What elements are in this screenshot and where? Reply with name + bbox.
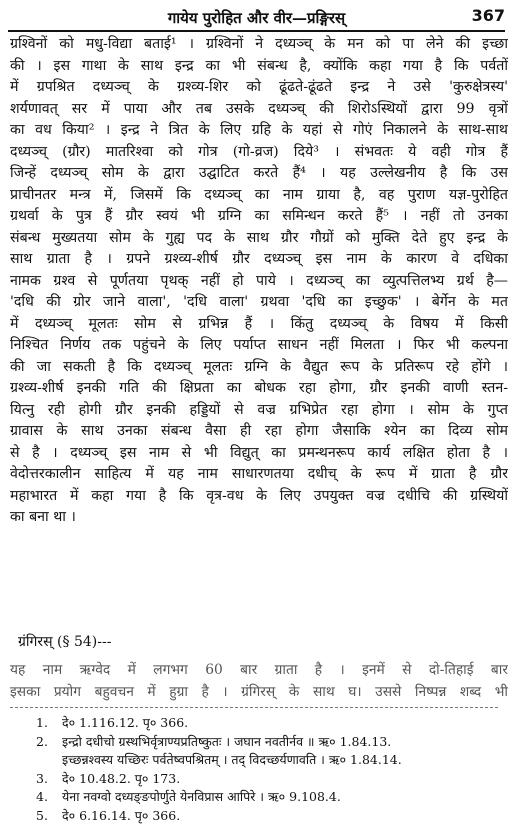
footnote-number (36, 751, 62, 770)
text-line: यह नाम ऋग्वेद में लगभग 60 बार ग्राता है । इनमें से दो-तिहाई बार (10, 662, 508, 678)
section-heading: ग्रंगिरस् (§ 54)--- (18, 634, 112, 650)
footnote-text: दे० 1.116.12. पृ० 366. (62, 715, 189, 730)
text-line: प्राचीनतर मन्त्र में, जिसमें कि दध्यञ्च् का नाम ग्राया है, वह पुराण यज्ञ-पुरोहित (10, 186, 508, 203)
footnotes (36, 714, 506, 825)
footnote (36, 788, 506, 807)
footnote-text: येना नवग्वो दध्यङ्ङपोर्णुते येनविप्रास आपिरे । ऋ० 9.108.4. (62, 789, 341, 804)
text-line: की जा सकती है कि दध्यञ्च् मूलतः ग्रग्नि के वैद्युत रूप के प्रतिरूप रहे होंगे । (10, 358, 508, 375)
footnote-text: इच्छन्नश्वस्य यच्छिरः पर्वतेष्वपश्रितम् । तद् विदच्छर्यणावति । ऋ० 1.84.14. (62, 752, 402, 767)
main-paragraph (10, 34, 508, 529)
text-line: दध्यञ्च् (ग्रौर) मातरिश्वा को गोत्र (गो-व्रज) दिये³ । संभवतः ये वही गोत्र हैं (10, 143, 508, 160)
text-line: नामक ग्रश्व से पूर्णतया पृथक् नहीं हो पाये । दध्यञ्च् का व्युत्पत्तिलभ्य ग्रर्थ है— (10, 272, 508, 289)
footnote-number: 2. (36, 733, 48, 749)
text-line: वेदोत्तरकालीन साहित्य में यह नाम साधारणतया दधीच् के रूप में ग्राता है ग्रौर (10, 466, 508, 482)
text-line: 'दधि की ग्रोर जाने वाला', 'दधि वाला' ग्रथवा 'दधि का इच्छुक' । बेर्गेन के मत (10, 294, 508, 310)
text-line: इसका प्रयोग बहुवचन में हुग्रा है । ग्रंगिरस् के साथ घ। उससे निष्पन्न शब्द भी (10, 683, 508, 700)
page-number: 367 (471, 6, 505, 25)
text-line: निश्चित निर्णय तक पहुंचने के लिए पर्याप्त साधन नहीं मिलता । फिर भी कल्पना (10, 337, 508, 353)
footnote-number: 5. (36, 807, 48, 823)
text-line: की । इस गाथा के साथ इन्द्र का भी संबन्ध है, क्योंकि कहा गया है कि पर्वतों (10, 57, 508, 74)
text-line: यित्नु रही होगी ग्रौर इनकी हड्डियों से वज्र ग्रभिप्रेत रहा होगा । सोम के गुप्त (10, 401, 508, 418)
header-rule (8, 30, 505, 32)
text-line: का बना था । (10, 509, 76, 525)
footnote (36, 751, 506, 770)
text-line: संबन्ध मुख्यतया सोम के गुह्य पद के साथ ग्रौर गौग्रों को मुक्ति देते हुए इन्द्र के (10, 229, 508, 246)
text-line: महाभारत में कहा गया है कि वृत्र-वध के लिए उपयुक्त वज्र दधीचि की ग्रस्थियों (10, 487, 508, 504)
footnote (36, 733, 506, 752)
footnote-number: 1. (36, 715, 48, 730)
running-head (8, 6, 505, 32)
text-line: में ग्रपश्रित दध्यञ्च् के ग्रश्व्य-शिर को ढूंढते-ढूंढते इन्द्र ने उसे 'कुरुक्षेत्रस्य' (10, 79, 508, 95)
text-line: ग्रथर्वा के पुत्र हैं ग्रौर स्वयं भी ग्रग्नि का समिन्धन करते हैं⁵ । नहीं तो उनका (10, 208, 508, 224)
text-line: शर्यणावत् सर में पाया और तब उसके दध्यञ्च् की शिरोऽस्थियों द्वारा 99 वृत्रों (10, 100, 508, 117)
footnote (36, 714, 506, 733)
running-title: गायेय पुरोहित और वीर—प्रङ्गिरस् (167, 9, 346, 27)
text-line: का वध किया² । इन्द्र ने त्रित के लिए ग्रहि के यहां से गोएं निकालने के साथ-साथ (10, 122, 508, 138)
footnote-number: 3. (36, 770, 48, 786)
text-line: साथ ग्राता है । ग्रपने ग्रश्व्य-शीर्ष ग्रौर दध्यञ्च् इस नाम के कारण वे दधिका (10, 251, 508, 267)
footnote-text: दे० 6.16.14. पृ० 366. (62, 807, 181, 823)
text-line: में दध्यञ्च् मूलतः सोम से ग्रभिन्न हैं । किंतु दध्यञ्च् के विषय में किसी (10, 315, 508, 332)
text-line: ग्रश्व्य-शीर्ष इनकी गति की क्षिप्रता का बोधक रहा होगा, ग्रौर इनकी वाणी स्तन- (10, 380, 508, 396)
footnote-number: 4. (36, 789, 48, 804)
faded-paragraph (10, 660, 508, 703)
text-line: ग्रावास के साथ उनका संबन्ध वैसा ही रहा होगा जैसाकि श्येन का दिव्य सोम (10, 423, 508, 439)
footnote-text: दे० 10.48.2. पृ० 173. (62, 770, 181, 786)
footnote (36, 807, 506, 825)
text-line: जिन्हें दध्यञ्च् सोम के द्वारा उद्घाटित करते हैं⁴ । यह उल्लेखनीय है कि उस (10, 165, 508, 181)
text-line: ग्रश्विनों को मधु-विद्या बताई¹ । ग्रश्विनों ने दध्यञ्च् के मन को पा लेने की इच्छा (10, 36, 508, 52)
text-line: से है । दध्यञ्च् इस नाम से भी विद्युत् का प्रमन्थनरूप कार्य लक्षित होता है । (10, 444, 508, 461)
footnote (36, 770, 506, 789)
footnote-text: इन्द्रो दधीचो ग्रस्थभिर्वृत्राण्यप्रतिष्कुतः । जघान नवतीर्नव ॥ ऋ० 1.84.13. (62, 733, 392, 749)
footnote-rule (10, 707, 498, 708)
